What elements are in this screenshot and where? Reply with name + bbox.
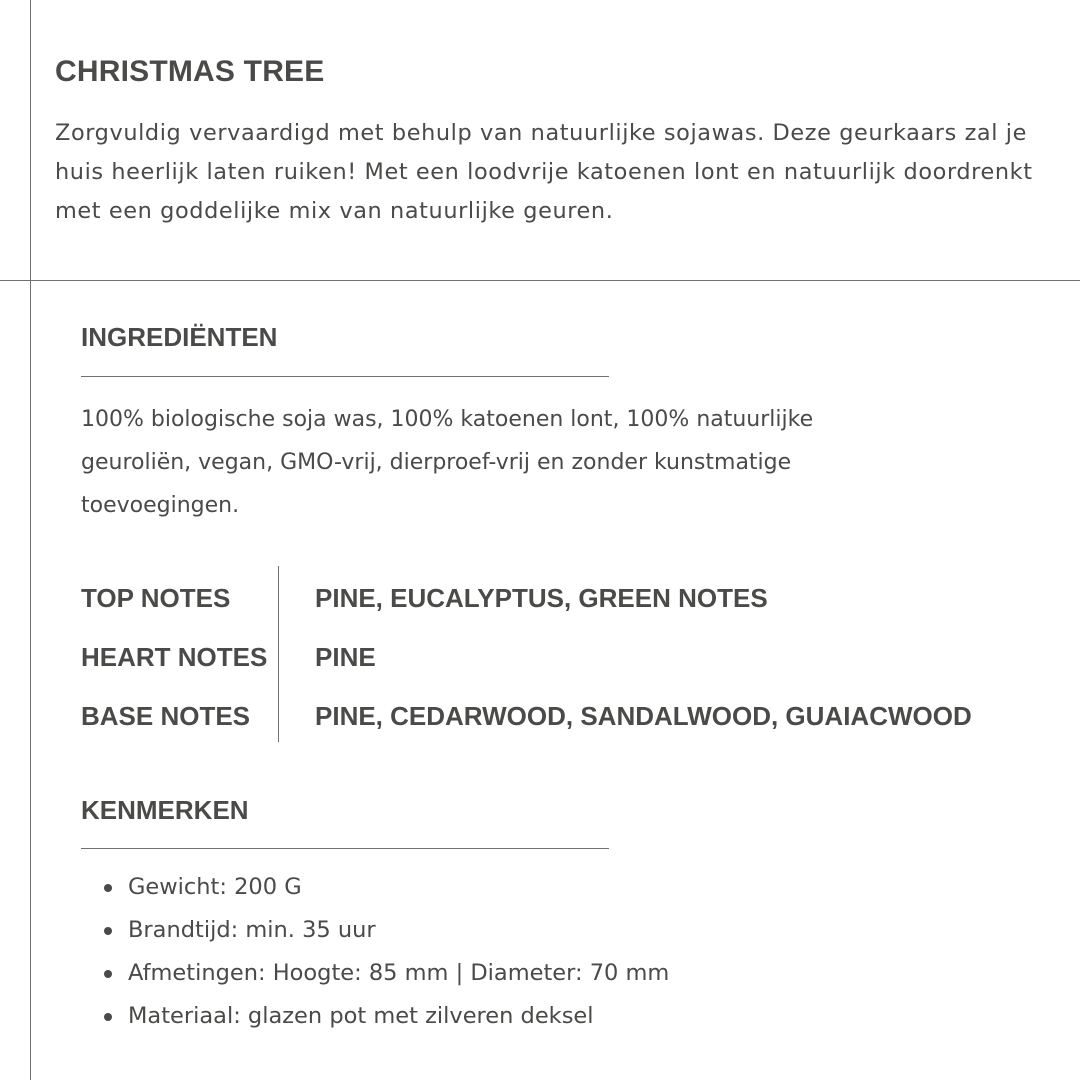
feature-item-dimensions [81, 952, 669, 995]
heart-notes-label: HEART NOTES [81, 642, 268, 672]
bullet-icon [104, 884, 112, 892]
heart-notes-value: PINE [315, 642, 376, 672]
ingredients-text: 100% biologische soja was, 100% katoenen lont, 100% natuurlijke geuroliën, vegan, GMO-vrij, dierproef-vrij en zonder kunstmatige toevoegingen. [81, 407, 814, 518]
product-title: CHRISTMAS TREE [55, 55, 325, 88]
base-notes-label: BASE NOTES [81, 701, 251, 731]
features-heading: KENMERKEN [81, 795, 249, 825]
scent-notes-table [81, 566, 1041, 742]
feature-text: Brandtijd: min. 35 uur [128, 917, 376, 943]
base-notes-value: PINE, CEDARWOOD, SANDALWOOD, GUAIACWOOD [315, 701, 972, 731]
top-notes-value: PINE, EUCALYPTUS, GREEN NOTES [315, 583, 768, 613]
ingredients-rule [81, 376, 609, 377]
left-border-line [30, 0, 31, 1080]
features-list [81, 866, 669, 1038]
feature-text: Materiaal: glazen pot met zilveren deksel [128, 1003, 594, 1029]
product-description: Zorgvuldig vervaardigd met behulp van natuurlijke sojawas. Deze geurkaars zal je huis heerlijk laten ruiken! Met een loodvrije katoenen lont en natuurlijk doordrenkt met een goddelijke mix van natuurlijke geuren. [55, 120, 1033, 224]
feature-text: Gewicht: 200 G [128, 874, 302, 900]
bullet-icon [104, 927, 112, 935]
ingredients-heading: INGREDIËNTEN [81, 322, 278, 352]
features-rule [81, 848, 609, 849]
top-notes-label: TOP NOTES [81, 583, 231, 613]
feature-item-burn-time [81, 909, 669, 952]
feature-item-weight [81, 866, 669, 909]
feature-text: Afmetingen: Hoogte: 85 mm | Diameter: 70 mm [128, 960, 670, 986]
bullet-icon [104, 1013, 112, 1021]
feature-item-material [81, 995, 669, 1038]
bullet-icon [104, 970, 112, 978]
section-divider [0, 280, 1080, 281]
notes-divider [278, 566, 279, 742]
